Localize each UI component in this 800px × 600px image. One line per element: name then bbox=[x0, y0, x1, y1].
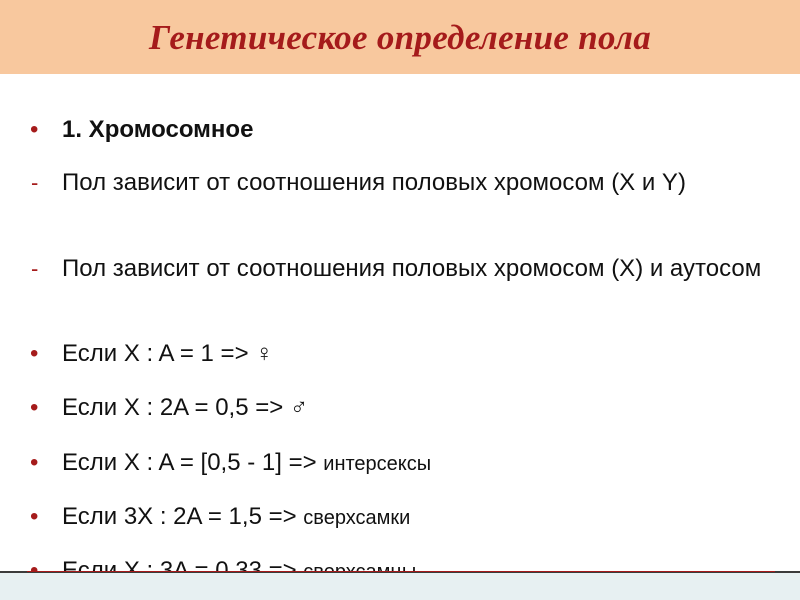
list-item-text bbox=[62, 448, 782, 479]
list-item-note: сверхсамки bbox=[303, 507, 411, 529]
slide-title: Генетическое определение пола bbox=[148, 18, 652, 57]
bullet-icon: • bbox=[30, 503, 39, 530]
list-item-text: Пол зависит от соотношения половых хромосом (X) и аутосом bbox=[62, 255, 762, 282]
bullet-icon: • bbox=[30, 449, 39, 476]
list-item-text: Если X : 2A = 0,5 => ♂ bbox=[62, 394, 308, 421]
footer-bar bbox=[0, 571, 800, 600]
footer-divider bbox=[27, 571, 775, 572]
dash-icon: - bbox=[31, 256, 39, 281]
list-item-text: Если X : A = 1 => ♀ bbox=[62, 340, 274, 367]
list-item-text: 1. Хромосомное bbox=[62, 116, 254, 143]
bullet-icon: • bbox=[30, 340, 39, 367]
list-item-text bbox=[62, 502, 782, 533]
list-item-text: Пол зависит от соотношения половых хромосом (X и Y) bbox=[62, 169, 686, 196]
bullet-icon: • bbox=[30, 116, 39, 143]
dash-icon: - bbox=[31, 170, 39, 195]
bullet-icon: • bbox=[30, 394, 39, 421]
list-item-formula: Если 3X : 2A = 1,5 => bbox=[62, 503, 304, 530]
list-item-note: интерсексы bbox=[323, 453, 432, 475]
list-item-formula: Если X : A = [0,5 - 1] => bbox=[62, 449, 324, 476]
